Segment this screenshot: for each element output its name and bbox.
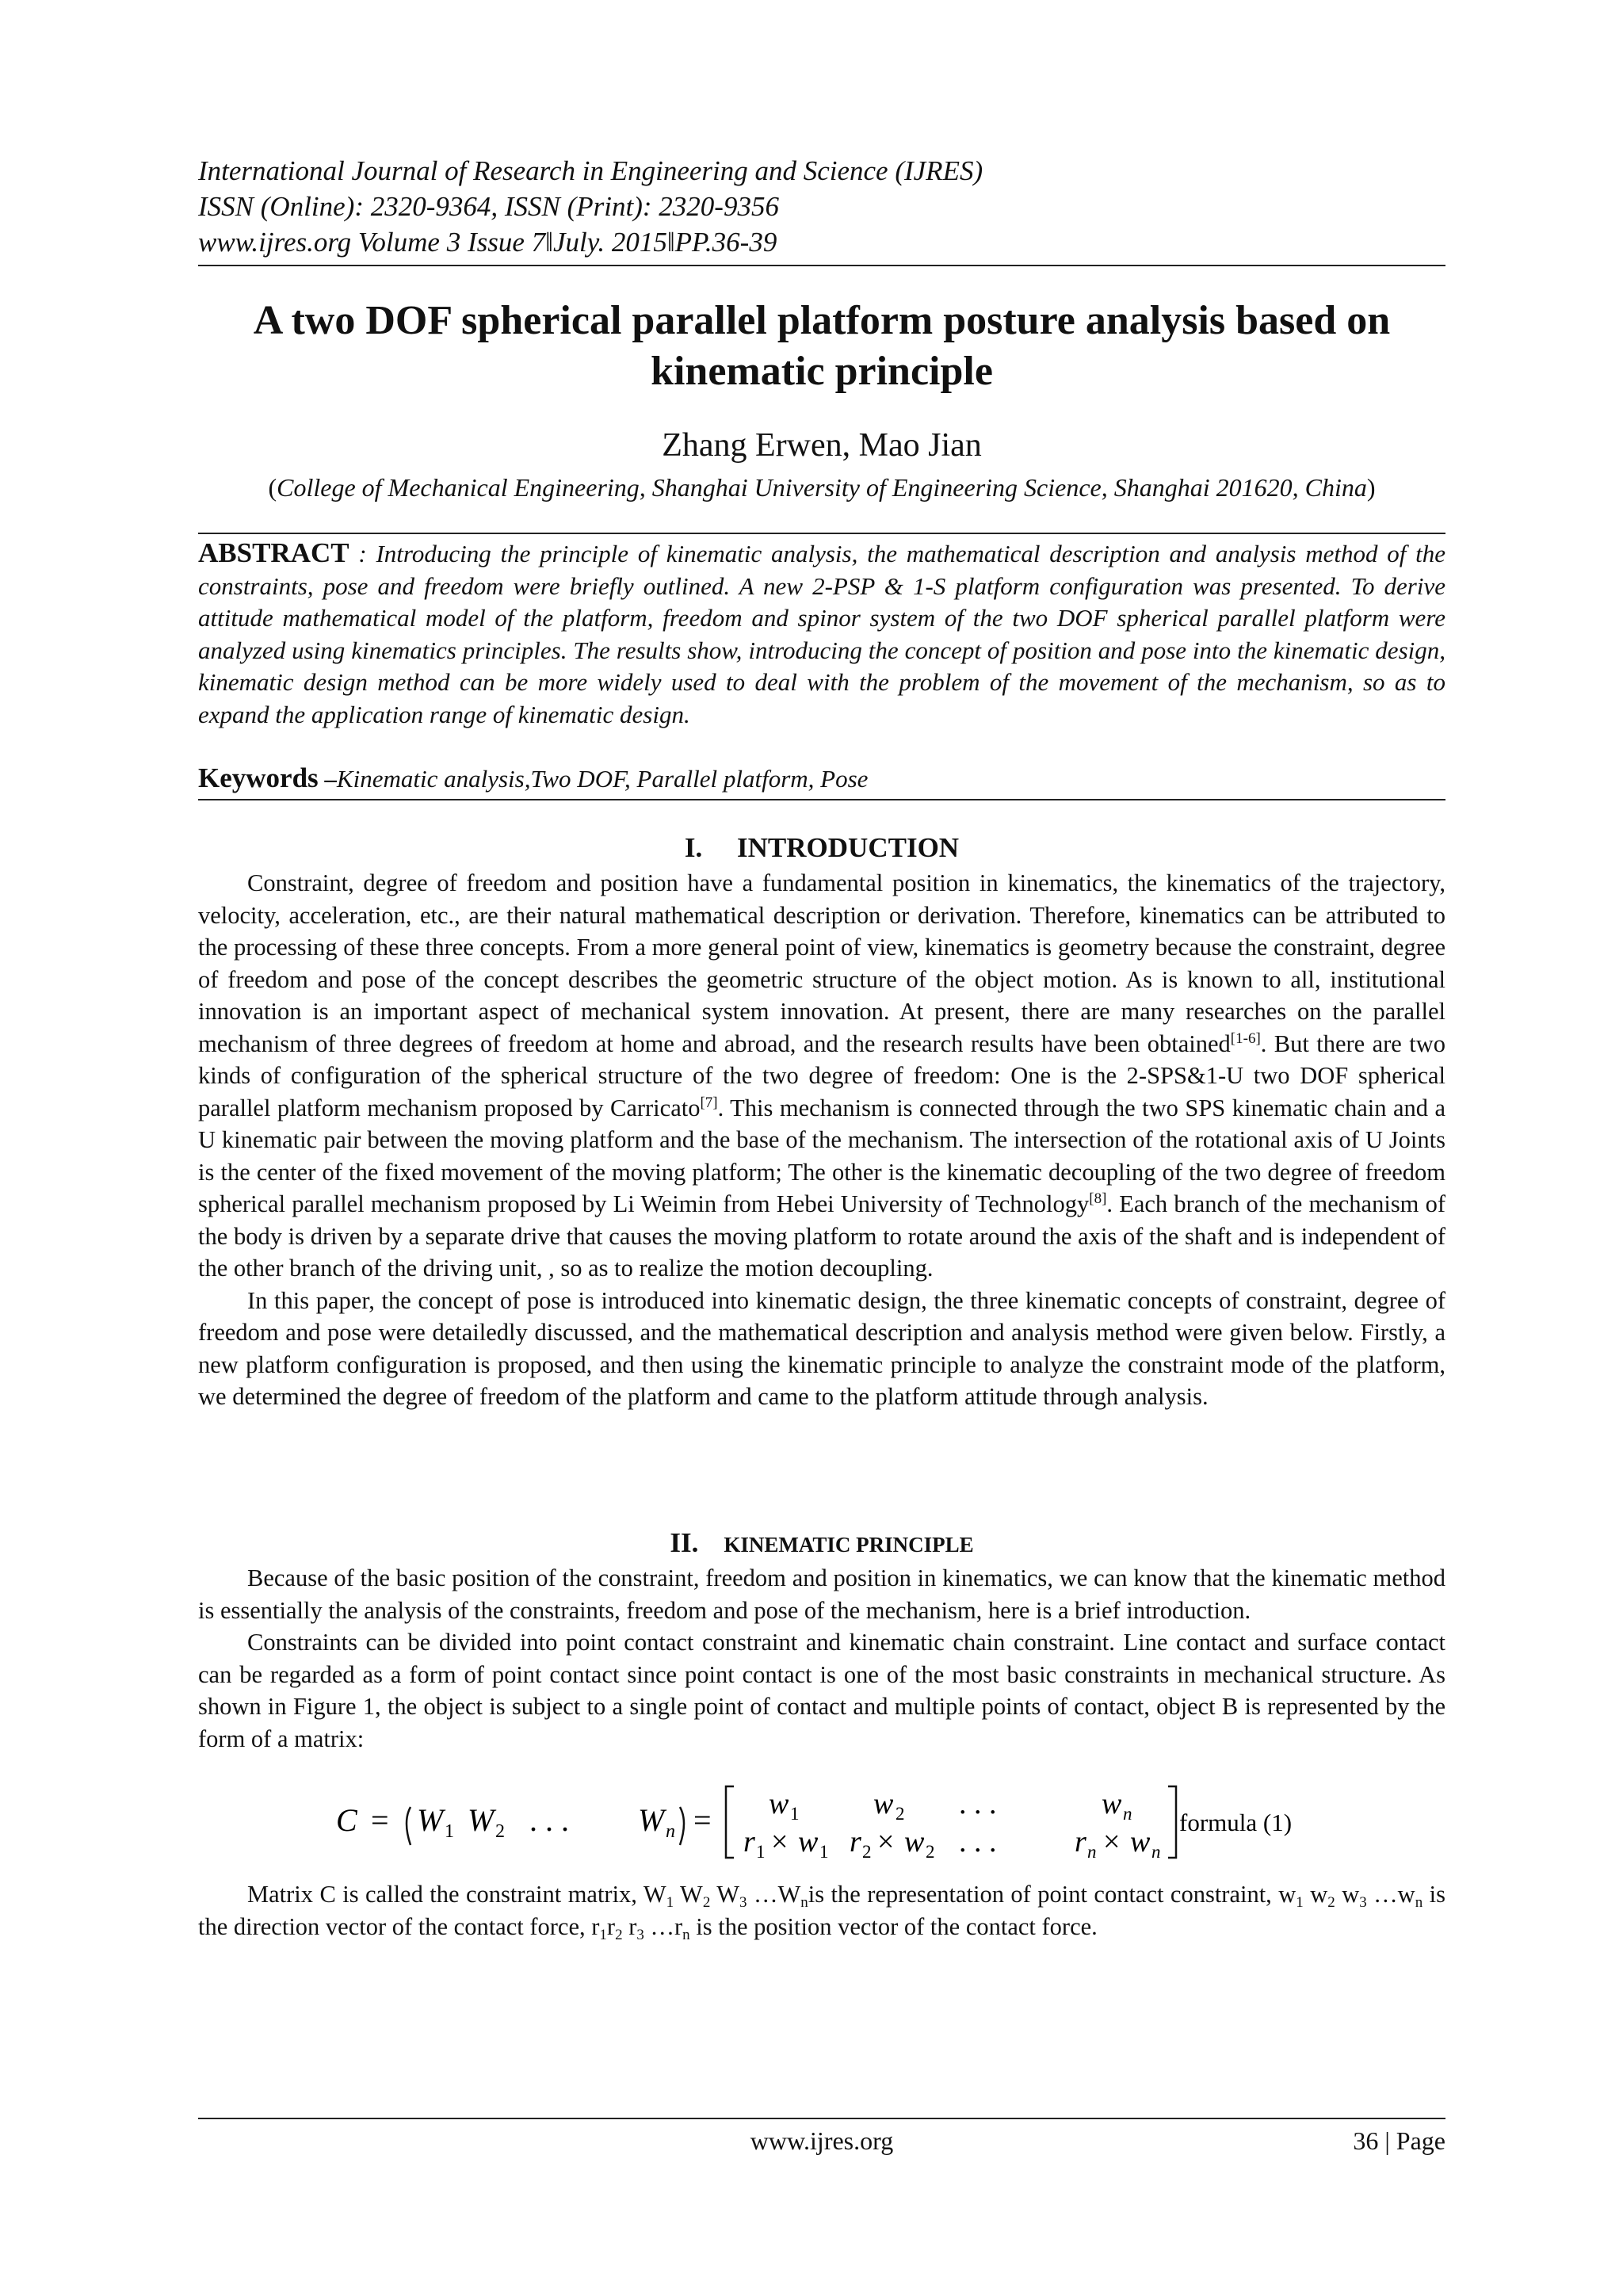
footer-website: www.ijres.org [750,2126,894,2155]
rn: r [1075,1825,1086,1859]
text: is the position vector of the contact force. [689,1912,1098,1940]
r1: r [743,1825,755,1859]
citation: [1-6] [1230,1030,1261,1047]
keywords-line [198,762,1445,795]
section-heading-introduction [198,831,1445,865]
text: W [674,1881,703,1908]
text: r [606,1912,616,1940]
keywords-bottom-rule [198,799,1445,800]
rn-sub: n [1087,1842,1097,1862]
section-number: I. [684,832,703,863]
sub: 1 [1296,1894,1304,1911]
abstract-text: Introducing the principle of kinematic analysis, the mathematical description and analysis method of the constraints, pose and freedom were briefly outlined. A new 2-PSP & 1-S platform configuration was presented. To derive attitude mathematical model of the platform, freedom and spinor system of the two DOF spherical parallel platform were analyzed using kinematics principles. The results show, introducing the concept of position and pose into the kinematic design, kinematic design method can be more widely used to deal with the problem of the movement of the mechanism, so as to expand the application range of kinematic design. [198,540,1445,728]
w1-b-sub: 1 [819,1842,829,1862]
sub: n [800,1894,808,1911]
kinematic-principle-body [198,1562,1445,1755]
section-heading-kinematic-principle [198,1526,1445,1565]
text: Matrix C is called the constraint matrix, W [247,1881,666,1908]
sub: 3 [739,1894,747,1911]
times-n: × [1103,1825,1121,1859]
paren-right [680,1807,684,1845]
W2: W [468,1802,495,1838]
paragraph-text: . Each branch of the mechanism of the body is driven by a separate drive that causes the moving platform to rotate around the axis of the shaft and is independent of the other branch of the driving unit, , so as to realize the motion decoupling. [198,1190,1445,1282]
section-number: II. [670,1527,699,1558]
abstract-separator: : [349,540,376,567]
w1: w [769,1787,789,1820]
keywords-dash: – [318,765,337,793]
sub: n [1415,1894,1423,1911]
paragraph: Because of the basic position of the constraint, freedom and position in kinematics, we can know that the kinematic method is essentially the analysis of the constraints, freedom and pose of the mechanism, here is a brief introduction. [198,1564,1445,1624]
citation: [7] [700,1094,718,1111]
W1-sub: 1 [445,1821,454,1842]
W2-sub: 2 [495,1821,505,1842]
Wn: W [638,1802,665,1838]
sub: 3 [636,1926,644,1943]
text: …r [643,1912,683,1940]
section-title: KINEMATIC PRINCIPLE [724,1533,974,1557]
paragraph-text: Constraint, degree of freedom and position have a fundamental position in kinematics, the kinematics of the trajectory, velocity, acceleration, etc., are their natural mathematical description or derivation. Therefore, kinematics can be attributed to the processing of these three concepts. From a more general point of view, kinematics is geometry because the constraint, degree of freedom and pose of the concept describes the geometric structure of the object motion. As is known to all, institutional innovation is an important aspect of mechanical system innovation. At present, there are many researches on the parallel mechanism of three degrees of freedom at home and abroad, and the research results have been obtained [198,869,1445,1057]
paren-left [407,1807,411,1845]
text: w [1303,1881,1328,1908]
paragraph-text: . But there are two kinds of configuration of the spherical structure of the two degree of freedom: One is the 2-SPS&1-U two DOF spherical parallel platform mechanism proposed by Carricato [198,1030,1445,1121]
w2-sub: 2 [896,1804,905,1824]
sub: 2 [702,1894,711,1911]
text: …w [1366,1881,1415,1908]
w2-b: w [904,1825,925,1859]
w2: w [873,1787,894,1820]
affiliation-text: College of Mechanical Engineering, Shanghai University of Engineering Science, Shanghai 201620, China [277,473,1367,502]
header-rule [198,265,1445,266]
paragraph-text: . This mechanism is connected through the two SPS kinematic chain and a U kinematic pair between the moving platform and the base of the mechanism. The intersection of the rotational axis of U Joints is the center of the fixed movement of the moving platform; The other is the kinematic decoupling of the two degree of freedom spherical parallel mechanism proposed by Li Weimin from Hebei University of Technology [198,1094,1446,1217]
text: is the representation of point contact constraint, w [808,1881,1296,1908]
sub: 2 [615,1926,623,1943]
paragraph: In this paper, the concept of pose is introduced into kinematic design, the three kinematic concepts of constraint, degree of freedom and pose were detailedly discussed, and the mathematical description and analysis method were given below. Firstly, a new platform configuration is proposed, and then using the kinematic principle to analyze the constraint mode of the platform, we determined the degree of freedom of the platform and came to the platform attitude through analysis. [198,1286,1445,1410]
paper-title: A two DOF spherical parallel platform posture analysis based on kinematic principle [253,298,1391,394]
sub: 3 [1359,1894,1367,1911]
paragraph [198,867,1445,1285]
sub: 2 [1327,1894,1335,1911]
formula-dots: . . . [529,1802,569,1838]
Wn-sub: n [666,1821,675,1842]
introduction-body [198,867,1445,1413]
abstract-block [198,537,1445,731]
formula-label: formula (1) [1179,1809,1293,1836]
r2: r [850,1825,861,1859]
journal-volume: www.ijres.org Volume 3 Issue 7ǁJuly. 2015ǁPP.36-39 [198,227,777,258]
paper-authors: Zhang Erwen, Mao Jian [662,427,982,464]
citation: [8] [1089,1190,1107,1207]
abstract-top-rule [198,533,1445,534]
formula-equals: = [371,1802,389,1838]
keywords-label: Keywords [198,762,319,793]
wn: w [1102,1787,1122,1820]
section-title: INTRODUCTION [737,832,960,863]
sub: 1 [666,1894,674,1911]
text: r [622,1912,637,1940]
formula-lhs: C [336,1802,357,1838]
post-formula-body [198,1878,1445,1943]
paragraph [198,1878,1445,1943]
row1-dots: . . . [959,1787,997,1820]
w1-b: w [798,1825,819,1859]
footer-page-number: 36 | Page [1353,2126,1445,2155]
text: is the direction vector of the contact force, r [198,1881,1445,1940]
text: …W [747,1881,801,1908]
wn-sub: n [1123,1804,1132,1824]
wn-b-sub: n [1151,1842,1161,1862]
row2-dots: . . . [959,1825,997,1859]
footer-rule [198,2118,1445,2119]
wn-b: w [1130,1825,1151,1859]
w2-b-sub: 2 [926,1842,935,1862]
abstract-label: ABSTRACT [198,537,349,568]
r2-sub: 2 [862,1842,872,1862]
times-2: × [877,1825,895,1859]
sub: 1 [599,1926,607,1943]
w1-sub: 1 [790,1804,800,1824]
sub: n [682,1926,690,1943]
paragraph: Constraints can be divided into point contact constraint and kinematic chain constraint. Line contact and surface contact can be regarded as a form of point contact since point contact is one of the most basic constraints in mechanical structure. As shown in Figure 1, the object is subject to a single point of contact and multiple points of contact, object B is represented by the form of a matrix: [198,1629,1445,1752]
journal-name: International Journal of Research in Engineering and Science (IJRES) [198,155,983,186]
paper-affiliation: (College of Mechanical Engineering, Shanghai University of Engineering Science, Shanghai 201620, China) [268,473,1376,502]
r1-sub: 1 [756,1842,766,1862]
journal-header [198,153,1445,260]
keywords-text: Kinematic analysis,Two DOF, Parallel platform, Pose [336,765,869,793]
formula-equals-2: = [693,1802,712,1838]
journal-issn: ISSN (Online): 2320-9364, ISSN (Print): 2320-9356 [198,191,779,222]
text: W [710,1881,739,1908]
W1: W [417,1802,444,1838]
bracket-left [726,1786,734,1858]
times-1: × [771,1825,789,1859]
bracket-right [1168,1786,1176,1858]
formula-1 [198,1775,1445,1862]
text: w [1335,1881,1360,1908]
